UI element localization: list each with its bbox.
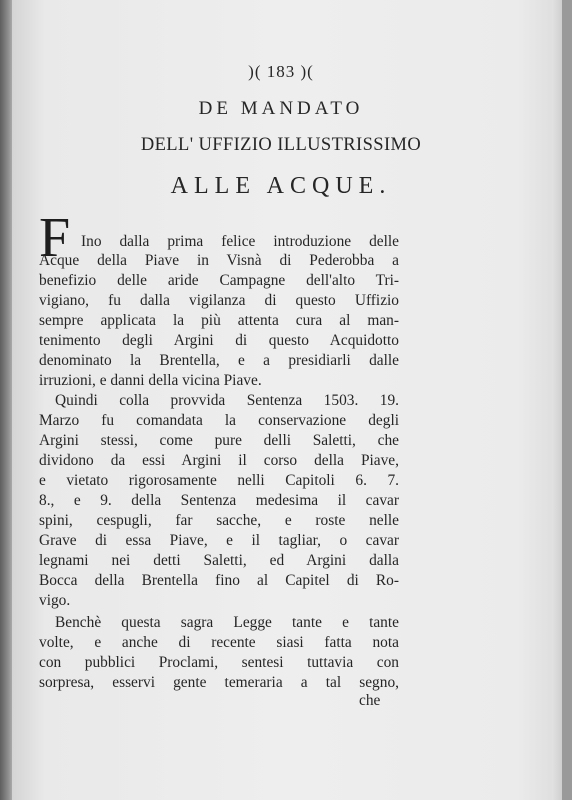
drop-cap: F bbox=[39, 207, 71, 269]
book-page bbox=[12, 0, 562, 800]
text-line: denominato la Brentella, e a presidiarli dalle bbox=[39, 352, 399, 369]
text-line: vigo. bbox=[39, 592, 71, 609]
page-edge bbox=[552, 0, 562, 800]
text-line: volte, e anche di recente siasi fatta nota bbox=[39, 634, 399, 651]
text-line: irruzioni, e danni della vicina Piave. bbox=[39, 372, 262, 389]
text-line: vigiano, fu dalla vigilanza di questo Uffizio bbox=[39, 292, 399, 309]
text-line: Ino dalla prima felice introduzione delle bbox=[81, 233, 399, 250]
text-line: Quindi colla provvida Sentenza 1503. 19. bbox=[55, 392, 399, 409]
text-line: legnami nei detti Saletti, ed Argini dalla bbox=[39, 552, 399, 569]
text-line: 8., e 9. della Sentenza medesima il cavar bbox=[39, 492, 399, 509]
text-line: Grave di essa Piave, e il tagliar, o cavar bbox=[39, 532, 399, 549]
text-line: spini, cespugli, far sacche, e roste nelle bbox=[39, 512, 399, 529]
text-line: Acque della Piave in Visnà di Pederobba a bbox=[39, 252, 399, 269]
text-line: e vietato rigorosamente nelli Capitoli 6. 7. bbox=[39, 472, 399, 489]
text-line: dividono da essi Argini il corso della Piave, bbox=[39, 452, 399, 469]
text-line: con pubblici Proclami, sentesi tuttavia con bbox=[39, 654, 399, 671]
catchword: che bbox=[359, 692, 381, 709]
page-number: )( 183 )( bbox=[248, 62, 314, 81]
text-line: Benchè questa sagra Legge tante e tante bbox=[55, 614, 399, 631]
text-line: Marzo fu comandata la conservazione degli bbox=[39, 412, 399, 429]
text-line: tenimento degli Argini di questo Acquidotto bbox=[39, 332, 399, 349]
text-line: Bocca della Brentella fino al Capitel di Ro- bbox=[39, 572, 399, 589]
heading-line-3: ALLE ACQUE. bbox=[170, 173, 392, 199]
text-line: Argini stessi, come pure delli Saletti, che bbox=[39, 432, 399, 449]
text-line: benefizio delle aride Campagne dell'alto Tri- bbox=[39, 272, 399, 289]
text-line: sorpresa, esservi gente temeraria a tal segno, bbox=[39, 674, 399, 691]
heading-line-2: DELL' UFFIZIO ILLUSTRISSIMO bbox=[140, 135, 422, 155]
text-line: sempre applicata la più attenta cura al man- bbox=[39, 312, 399, 329]
heading-line-1: DE MANDATO bbox=[198, 98, 364, 119]
